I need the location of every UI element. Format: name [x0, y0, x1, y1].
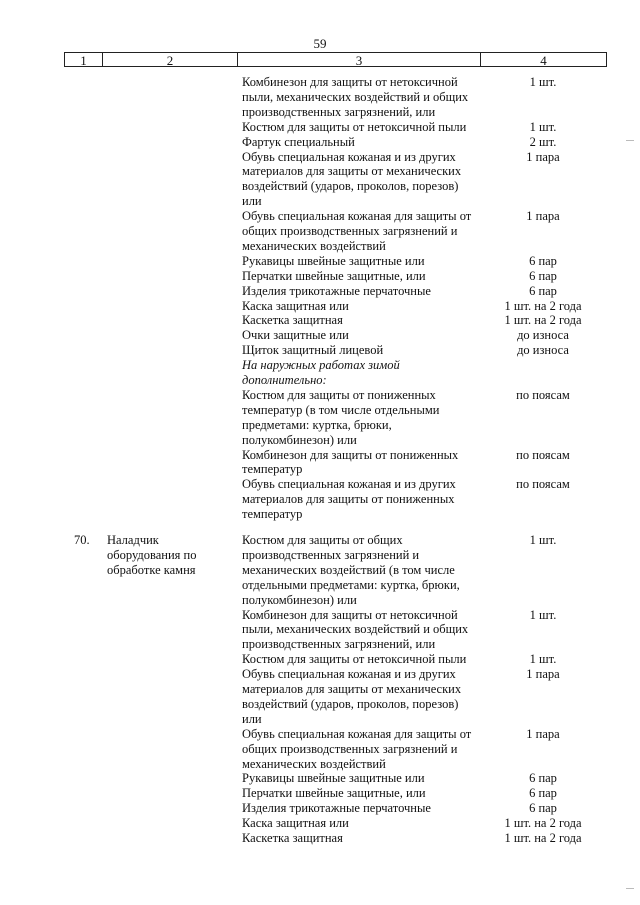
ppe-item-line: общих производственных загрязнений и: [242, 224, 458, 238]
ppe-norm: 1 шт. на 2 года: [504, 831, 582, 845]
ppe-norm: 1 шт.: [529, 652, 557, 667]
ppe-item-line: Обувь специальная кожаная и из других: [242, 149, 456, 164]
ppe-item-line: производственных загрязнений, или: [242, 637, 436, 652]
ppe-item-line: Щиток защитный лицевой: [242, 343, 384, 358]
ppe-item-line: механических воздействий: [242, 238, 386, 253]
ppe-item-line: дополнительно:: [242, 373, 327, 387]
ppe-norm: до износа: [517, 328, 569, 343]
ppe-item-line: Каска защитная или: [242, 298, 349, 313]
ppe-item-line: материалов для защиты от пониженных: [242, 492, 455, 507]
scan-edge-mark: [626, 140, 634, 141]
ppe-item-line: На наружных работах зимой: [242, 358, 400, 373]
ppe-item-line: механических воздействий (в том числе: [242, 562, 455, 577]
ppe-item-line: общих производственных загрязнений и: [242, 741, 458, 756]
ppe-item-line: Комбинезон для защиты от нетоксичной: [242, 75, 458, 89]
ppe-norm: 1 пара: [526, 667, 560, 682]
ppe-item-line: Рукавицы швейные защитные или: [242, 253, 425, 268]
profession-name-line: обработке камня: [107, 562, 196, 577]
ppe-norm: 6 пар: [529, 786, 557, 801]
ppe-item-line: Обувь специальная кожаная и из других: [242, 477, 456, 492]
ppe-item-line: пыли, механических воздействий и общих: [242, 89, 469, 104]
profession-name-line: оборудования по: [107, 547, 197, 562]
ppe-norm: 6 пар: [529, 283, 557, 298]
ppe-item-line: Очки защитные или: [242, 328, 349, 343]
ppe-norm: 1 пара: [526, 209, 560, 224]
ppe-item-line: Перчатки швейные защитные, или: [242, 786, 426, 801]
ppe-item-line: Каскетка защитная: [242, 313, 343, 328]
ppe-item-line: Рукавицы швейные защитные или: [242, 771, 425, 786]
ppe-norm: по поясам: [516, 447, 570, 462]
ppe-norm: 1 шт.: [529, 75, 557, 89]
ppe-item-line: отдельными предметами: куртка, брюки,: [242, 577, 460, 592]
column-header-1: 1: [64, 52, 102, 67]
ppe-item-line: воздействий (ударов, проколов, порезов): [242, 179, 459, 194]
ppe-item-line: механических воздействий: [242, 756, 386, 771]
ppe-item-line: Фартук специальный: [242, 134, 355, 149]
ppe-norm: 6 пар: [529, 268, 557, 283]
ppe-item-line: Костюм для защиты от пониженных: [242, 387, 436, 402]
ppe-norm: 1 шт.: [529, 119, 557, 134]
ppe-norm: 6 пар: [529, 801, 557, 816]
ppe-item-line: Каска защитная или: [242, 816, 349, 831]
ppe-item-line: Комбинезон для защиты от пониженных: [242, 447, 459, 462]
ppe-norm: 1 шт. на 2 года: [504, 298, 582, 313]
ppe-norm: по поясам: [516, 477, 570, 492]
ppe-norm: по поясам: [516, 387, 570, 402]
ppe-item-line: температур: [242, 462, 303, 477]
ppe-norm: 1 шт.: [529, 533, 557, 547]
ppe-item-line: Костюм для защиты от нетоксичной пыли: [242, 119, 467, 134]
ppe-norm: 6 пар: [529, 771, 557, 786]
ppe-item-line: Изделия трикотажные перчаточные: [242, 801, 431, 816]
ppe-item-line: воздействий (ударов, проколов, порезов): [242, 696, 459, 711]
ppe-item-line: или: [242, 711, 262, 726]
ppe-item-line: производственных загрязнений, или: [242, 104, 436, 119]
ppe-item-line: материалов для защиты от механических: [242, 682, 462, 696]
ppe-item-line: Перчатки швейные защитные, или: [242, 268, 426, 283]
ppe-item-line: температур: [242, 507, 303, 522]
ppe-item-line: Каскетка защитная: [242, 831, 343, 845]
ppe-item-line: Обувь специальная кожаная для защиты от: [242, 726, 472, 741]
ppe-norm: 1 шт. на 2 года: [504, 313, 582, 328]
ppe-item-line: полукомбинезон) или: [242, 592, 357, 607]
ppe-item-line: предметами: куртка, брюки,: [242, 417, 392, 432]
ppe-item-line: температур (в том числе отдельными: [242, 402, 440, 417]
ppe-norm: 6 пар: [529, 253, 557, 268]
ppe-norm: 1 шт.: [529, 607, 557, 622]
ppe-item-line: полукомбинезон) или: [242, 432, 357, 447]
ppe-item-line: Комбинезон для защиты от нетоксичной: [242, 607, 458, 622]
ppe-item-line: или: [242, 194, 262, 209]
ppe-item-line: материалов для защиты от механических: [242, 164, 462, 179]
ppe-item-line: пыли, механических воздействий и общих: [242, 622, 469, 637]
ppe-norm: 1 шт. на 2 года: [504, 816, 582, 831]
page-number: 59: [313, 36, 327, 51]
ppe-item-line: Костюм для защиты от общих: [242, 533, 403, 547]
scan-edge-mark: [626, 888, 634, 889]
profession-name-line: Наладчик: [107, 533, 159, 547]
column-header-4: 4: [480, 52, 607, 67]
ppe-norm: 1 пара: [526, 149, 560, 164]
row-number: 70.: [74, 533, 90, 547]
ppe-norm: до износа: [517, 343, 569, 358]
ppe-item-line: Костюм для защиты от нетоксичной пыли: [242, 652, 467, 667]
column-header-2: 2: [102, 52, 237, 67]
ppe-item-line: производственных загрязнений и: [242, 547, 420, 562]
ppe-norm: 1 пара: [526, 726, 560, 741]
ppe-item-line: Обувь специальная кожаная для защиты от: [242, 209, 472, 224]
ppe-item-line: Изделия трикотажные перчаточные: [242, 283, 431, 298]
column-header-3: 3: [237, 52, 480, 67]
ppe-item-line: Обувь специальная кожаная и из других: [242, 667, 456, 682]
ppe-norm: 2 шт.: [529, 134, 557, 149]
